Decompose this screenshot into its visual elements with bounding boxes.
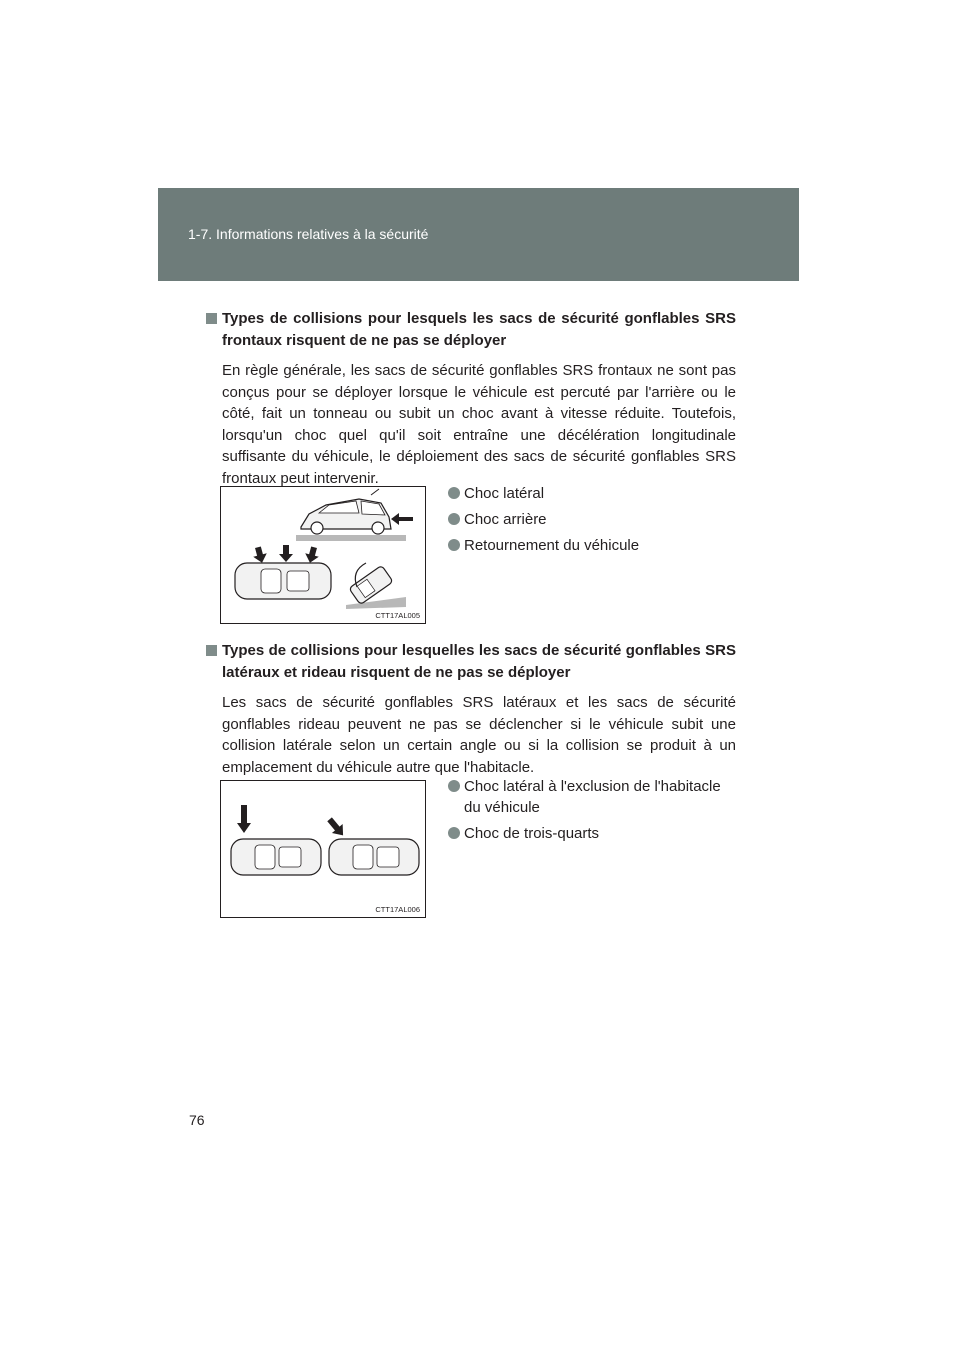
section-body: En règle générale, les sacs de sécurité gonflables SRS frontaux ne sont pas conçus pour se déployer lorsque le véhicule est percuté par l'arrière ou le côté, fait un tonneau ou subit un choc avant à vitesse réduite. Toutefois, lorsqu'un choc quel qu'il soit entraîne une décélération longitudinale suffisante du véhicule, le déploiement des sacs de sécurité gonflables SRS frontaux peut intervenir. — [222, 362, 736, 487]
figure-code: CTT17AL006 — [375, 905, 420, 914]
square-bullet-icon — [206, 645, 217, 656]
round-bullet-icon — [448, 780, 460, 792]
list-item: Retournement du véhicule — [448, 535, 738, 556]
page-number: 76 — [189, 1112, 205, 1128]
side-collision-illustration — [221, 781, 425, 917]
figure-frontal-collisions — [220, 486, 426, 624]
figure-code: CTT17AL005 — [375, 611, 420, 620]
chapter-title: 1-7. Informations relatives à la sécurité — [188, 226, 429, 242]
chapter-header — [158, 188, 799, 281]
bullet-list-frontal — [448, 483, 738, 561]
list-item: Choc latéral à l'exclusion de l'habitacle du véhicule — [448, 776, 738, 818]
section-title: Types de collisions pour lesquels les sacs de sécurité gonflables SRS frontaux risquent de ne pas se déployer — [206, 308, 736, 352]
round-bullet-icon — [448, 487, 460, 499]
section-side-curtain — [206, 640, 736, 778]
round-bullet-icon — [448, 827, 460, 839]
section-body: Les sacs de sécurité gonflables SRS latéraux et les sacs de sécurité gonflables rideau peuvent ne pas se déclencher si le véhicule subit une collision latérale selon un certain angle ou si la collision se produit à un emplacement du véhicule autre que l'habitacle. — [222, 694, 736, 776]
figure-side-collisions — [220, 780, 426, 918]
collision-illustration — [221, 487, 425, 623]
list-item: Choc de trois-quarts — [448, 823, 738, 844]
list-item: Choc latéral — [448, 483, 738, 504]
section-frontal — [206, 308, 736, 489]
footer-watermark[interactable]: carmanualsonline.info — [600, 1340, 737, 1356]
list-item: Choc arrière — [448, 509, 738, 530]
section-title: Types de collisions pour lesquelles les sacs de sécurité gonflables SRS latéraux et rideau risquent de ne pas se déployer — [206, 640, 736, 684]
round-bullet-icon — [448, 539, 460, 551]
round-bullet-icon — [448, 513, 460, 525]
bullet-list-side — [448, 776, 738, 849]
square-bullet-icon — [206, 313, 217, 324]
